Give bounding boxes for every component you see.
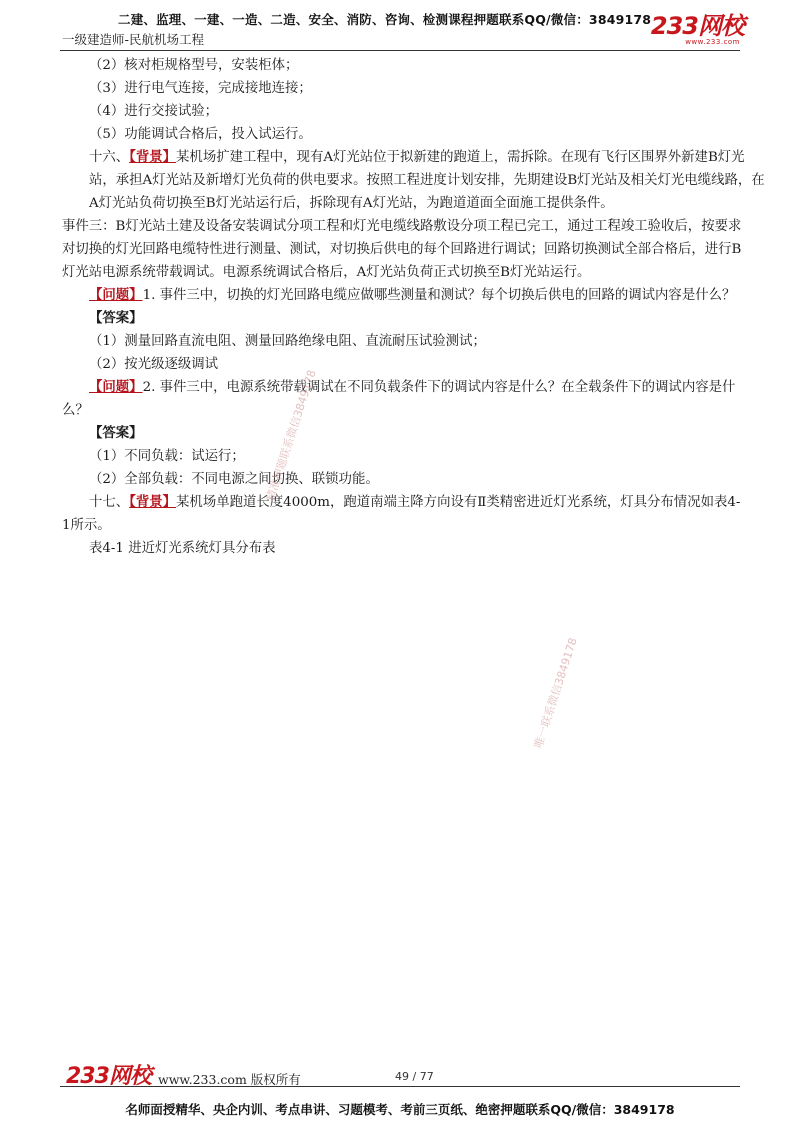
brand-logo: 233网校 <box>650 12 744 40</box>
brand-logo-url: www.233.com <box>685 38 740 46</box>
answer-line: （1）不同负载：试运行； <box>89 449 245 464</box>
page-number: 49 / 77 <box>395 1070 434 1083</box>
question-2 <box>62 376 744 422</box>
answer-line: （2）全部负载：不同电源之间切换、联锁功能。 <box>89 472 379 487</box>
section-number: 十六、 <box>89 150 130 165</box>
section-17-paragraph <box>62 491 744 537</box>
question-tag: 【问题】 <box>89 379 143 395</box>
section-text: 某机场扩建工程中，现有A灯光站位于拟新建的跑道上，需拆除。在现有飞行区围界外新建B灯光站，承担A灯光站及新增灯光负荷的供电要求。按照工程进度计划安排，先期建设B灯光站及相关灯光电缆线路，在A灯光站负荷切换至B灯光站运行后，拆除现有A灯光站，为跑道道面全面施工提供条件。 <box>89 150 765 211</box>
list-item: （4）进行交接试验； <box>89 104 219 119</box>
watermark-text: 精准押题联系微信3849178 <box>263 368 319 503</box>
header-rule <box>60 50 740 51</box>
footer-rule <box>60 1086 740 1087</box>
background-tag: 【背景】 <box>129 494 177 510</box>
section-text: 某机场单跑道长度4000m，跑道南端主降方向设有Ⅱ类精密进近灯光系统，灯具分布情况如表4-1所示。 <box>62 495 741 533</box>
header-subtitle: 一级建造师-民航机场工程 <box>62 32 205 47</box>
question-1 <box>62 284 744 307</box>
section-number: 十七、 <box>89 495 130 510</box>
footer-logo: 233网校 <box>66 1064 151 1089</box>
question-text: 2. 事件三中，电源系统带载调试在不同负载条件下的调试内容是什么？在全载条件下的调试内容是什么？ <box>62 380 736 418</box>
question-text: 1. 事件三中，切换的灯光回路电缆应做哪些测量和测试？每个切换后供电的回路的调试内容是什么？ <box>142 288 736 303</box>
list-item: （5）功能调试合格后，投入试运行。 <box>89 127 312 142</box>
list-item: （2）核对柜规格型号，安装柜体； <box>89 58 299 73</box>
watermark-text: 唯一联系微信3849178 <box>531 636 580 750</box>
answer-label: 【答案】 <box>89 425 143 441</box>
document-body <box>62 54 765 560</box>
section-16-paragraph <box>68 146 771 215</box>
footer-bottom-line: 名师面授精华、央企内训、考点串讲、习题模考、考前三页纸、绝密押题联系QQ/微信：3849178 <box>125 1102 675 1117</box>
list-item: （3）进行电气连接，完成接地连接； <box>89 81 312 96</box>
answer-line: （2）按光级逐级调试 <box>89 357 219 372</box>
header-top-line: 二建、监理、一建、一造、二造、安全、消防、咨询、检测课程押题联系QQ/微信：3849178 <box>118 12 652 27</box>
table-caption: 表4-1 进近灯光系统灯具分布表 <box>89 541 276 556</box>
background-tag: 【背景】 <box>129 149 177 165</box>
question-tag: 【问题】 <box>89 287 143 303</box>
answer-line: （1）测量回路直流电阻、测量回路绝缘电阻、直流耐压试验测试； <box>89 334 486 349</box>
event-three-paragraph: 事件三：B灯光站土建及设备安装调试分项工程和灯光电缆线路敷设分项工程已完工，通过工程竣工验收后，按要求对切换的灯光回路电缆特性进行测量、测试，对切换后供电的每个回路进行调试；回路切换测试全部合格后，进行B灯光站电源系统带载调试。电源系统调试合格后，A灯光站负荷正式切换至B灯光站运行。 <box>62 219 742 280</box>
footer-site-link[interactable]: www.233.com 版权所有 <box>158 1072 301 1087</box>
answer-label: 【答案】 <box>89 310 143 326</box>
